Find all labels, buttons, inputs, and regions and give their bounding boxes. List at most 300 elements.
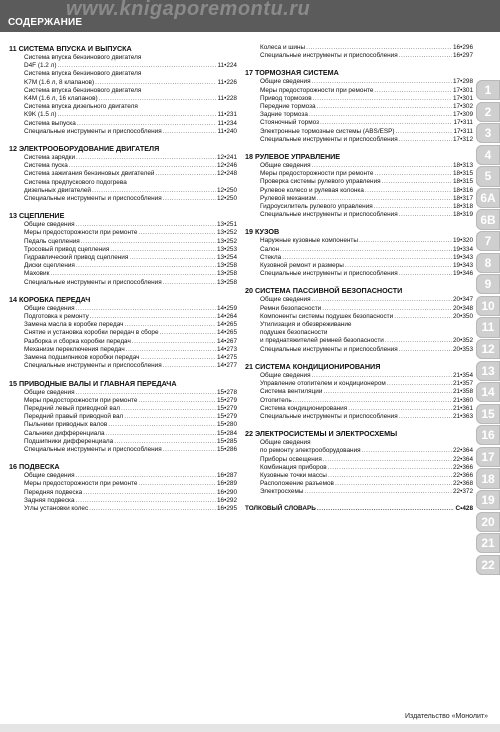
chapter-tab[interactable]: 12 bbox=[476, 339, 500, 359]
chapter-tab[interactable]: 10 bbox=[476, 296, 500, 316]
toc-entry[interactable] bbox=[245, 103, 473, 111]
chapter-tab[interactable]: 18 bbox=[476, 468, 500, 488]
toc-entry[interactable] bbox=[245, 413, 473, 421]
chapter-tab[interactable]: 11 bbox=[476, 317, 500, 337]
leader-dots bbox=[359, 237, 452, 245]
leader-dots bbox=[126, 346, 216, 354]
toc-section-title: 20 СИСТЕМА ПАССИВНОЙ БЕЗОПАСНОСТИ bbox=[245, 286, 403, 296]
leader-dots bbox=[323, 388, 452, 396]
chapter-tab[interactable]: 14 bbox=[476, 382, 500, 402]
leader-dots bbox=[320, 119, 452, 127]
toc-entry-page: 15•278 bbox=[216, 388, 237, 396]
toc-section-title: 14 КОРОБКА ПЕРЕДАЧ bbox=[9, 294, 91, 304]
footer-bar bbox=[0, 724, 500, 732]
toc-entry[interactable] bbox=[9, 397, 237, 405]
toc-entry-page: 20•347 bbox=[452, 296, 473, 304]
chapter-tab[interactable]: 7 bbox=[476, 231, 500, 251]
toc-section-title: 15 ПРИВОДНЫЕ ВАЛЫ И ГЛАВНАЯ ПЕРЕДАЧА bbox=[9, 378, 177, 388]
chapter-tab[interactable]: 9 bbox=[476, 274, 500, 294]
chapter-tab[interactable]: 1 bbox=[476, 80, 500, 100]
toc-entry-page: 20•350 bbox=[452, 312, 473, 320]
toc-entry-text: Общие сведения bbox=[260, 439, 311, 447]
leader-dots bbox=[399, 136, 452, 144]
leader-dots bbox=[138, 480, 216, 488]
toc-entry[interactable] bbox=[9, 103, 237, 111]
toc-section-title: 17 ТОРМОЗНАЯ СИСТЕМА bbox=[245, 68, 339, 78]
toc-section-title: 22 ЭЛЕКТРОСИСТЕМЫ И ЭЛЕКТРОСХЕМЫ bbox=[245, 429, 398, 439]
chapter-tab[interactable]: 5 bbox=[476, 166, 500, 186]
chapter-tab[interactable]: 2 bbox=[476, 102, 500, 122]
toc-entry-page: 17•301 bbox=[452, 94, 473, 102]
toc-entry-page: 17•301 bbox=[452, 86, 473, 94]
toc-entry[interactable] bbox=[9, 430, 237, 438]
toc-entry[interactable] bbox=[245, 246, 473, 254]
toc-entry-text: Система вентиляции bbox=[260, 388, 323, 396]
toc-entry[interactable] bbox=[245, 178, 473, 186]
toc-entry[interactable] bbox=[245, 78, 473, 86]
leader-dots bbox=[312, 162, 452, 170]
toc-left-column bbox=[9, 44, 237, 521]
toc-entry-page: 13•251 bbox=[216, 221, 237, 229]
toc-entry[interactable] bbox=[9, 111, 237, 119]
toc-entry-page: 20•352 bbox=[452, 337, 473, 345]
toc-entry-page: 15•279 bbox=[216, 404, 237, 412]
toc-entry-page: 12•248 bbox=[216, 170, 237, 178]
toc-entry[interactable] bbox=[9, 489, 237, 497]
section-page: С•428 bbox=[455, 504, 473, 512]
toc-entry[interactable] bbox=[9, 79, 237, 87]
toc-entry-text: Меры предосторожности при ремонте bbox=[260, 170, 374, 178]
toc-entry[interactable] bbox=[9, 279, 237, 287]
toc-entry[interactable] bbox=[245, 397, 473, 405]
toc-entry[interactable] bbox=[245, 388, 473, 396]
toc-entry-text: Общие сведения bbox=[24, 221, 75, 229]
toc-entry-text: Гидравлический привод сцепления bbox=[24, 254, 129, 262]
toc-entry-text: Система пуска bbox=[24, 162, 68, 170]
toc-section-title: 18 РУЛЕВОЕ УПРАВЛЕНИЕ bbox=[245, 152, 341, 162]
toc-entry[interactable] bbox=[9, 389, 237, 397]
toc-entry-text: Маховик bbox=[24, 270, 50, 278]
toc-entry[interactable] bbox=[9, 480, 237, 488]
toc-section-title bbox=[245, 505, 473, 513]
toc-entry[interactable] bbox=[9, 329, 237, 337]
leader-dots bbox=[328, 464, 452, 472]
toc-entry[interactable] bbox=[245, 405, 473, 413]
leader-dots bbox=[138, 397, 216, 405]
toc-entry-page: 19•343 bbox=[452, 262, 473, 270]
toc-entry-text: Подшипники дифференциала bbox=[24, 437, 114, 445]
toc-entry-page: 15•279 bbox=[216, 413, 237, 421]
leader-dots bbox=[293, 397, 452, 405]
toc-entry[interactable] bbox=[9, 238, 237, 246]
toc-entry-page: 13•252 bbox=[216, 229, 237, 237]
toc-section bbox=[9, 462, 237, 513]
toc-section bbox=[245, 68, 473, 144]
toc-entry-text: Снятие и установка коробки передач в сборе bbox=[24, 329, 159, 337]
leader-dots bbox=[110, 246, 216, 254]
toc-entry-text: Меры предосторожности при ремонте bbox=[24, 480, 138, 488]
toc-entry[interactable] bbox=[9, 497, 237, 505]
toc-entry-page: 19•346 bbox=[452, 270, 473, 278]
toc-entry[interactable] bbox=[245, 313, 473, 321]
toc-entry[interactable] bbox=[9, 221, 237, 229]
toc-entry[interactable] bbox=[245, 480, 473, 488]
toc-entry[interactable] bbox=[9, 346, 237, 354]
leader-dots bbox=[312, 372, 452, 380]
toc-entry-text: Специальные инструменты и приспособления bbox=[24, 195, 162, 203]
toc-entry-page: 14•264 bbox=[216, 313, 237, 321]
leader-dots bbox=[304, 488, 452, 496]
toc-entry[interactable] bbox=[245, 372, 473, 380]
leader-dots bbox=[121, 405, 216, 413]
toc-entry-text: Управление отопителем и кондиционером bbox=[260, 380, 386, 388]
toc-section-title: 12 ЭЛЕКТРООБОРУДОВАНИЕ ДВИГАТЕЛЯ bbox=[9, 144, 160, 154]
chapter-tab[interactable]: 3 bbox=[476, 123, 500, 143]
leader-dots bbox=[399, 211, 452, 219]
toc-entry[interactable] bbox=[245, 87, 473, 95]
toc-entry-page: 19•334 bbox=[452, 245, 473, 253]
toc-entry[interactable] bbox=[245, 464, 473, 472]
toc-entry[interactable] bbox=[9, 305, 237, 313]
toc-entry-text: K7M (1.6 л, 8 клапанов) bbox=[24, 78, 95, 86]
toc-entry-text: Система предпускового подогрева bbox=[24, 178, 127, 186]
chapter-tab[interactable]: 13 bbox=[476, 361, 500, 381]
toc-entry[interactable] bbox=[9, 262, 237, 270]
toc-entry[interactable] bbox=[9, 438, 237, 446]
leader-dots bbox=[163, 446, 216, 454]
leader-dots bbox=[124, 413, 216, 421]
toc-entry-text: Замена подшипников коробки передач bbox=[24, 354, 140, 362]
toc-entry[interactable] bbox=[9, 505, 237, 513]
leader-dots bbox=[317, 505, 455, 513]
leader-dots bbox=[317, 103, 452, 111]
toc-entry-page: 18•318 bbox=[452, 203, 473, 211]
toc-entry-page: 13•254 bbox=[216, 254, 237, 262]
toc-entry[interactable] bbox=[245, 254, 473, 262]
toc-entry[interactable] bbox=[9, 421, 237, 429]
toc-section-title: 19 КУЗОВ bbox=[245, 227, 280, 237]
toc-section bbox=[245, 152, 473, 219]
toc-entry[interactable] bbox=[9, 128, 237, 136]
toc-entry-page: 19•343 bbox=[452, 253, 473, 261]
leader-dots bbox=[322, 305, 452, 313]
toc-entry[interactable] bbox=[9, 70, 237, 78]
toc-entry-page: 13•252 bbox=[216, 237, 237, 245]
toc-entry[interactable] bbox=[245, 170, 473, 178]
toc-entry-page: 17•309 bbox=[452, 111, 473, 119]
toc-section bbox=[245, 429, 473, 496]
toc-entry-page: 14•259 bbox=[216, 304, 237, 312]
toc-entry[interactable] bbox=[9, 154, 237, 162]
toc-entry[interactable] bbox=[245, 472, 473, 480]
leader-dots bbox=[95, 79, 216, 87]
leader-dots bbox=[335, 480, 452, 488]
toc-section bbox=[9, 379, 237, 455]
toc-entry-text: Ремни безопасности bbox=[260, 304, 322, 312]
toc-section-title: 21 СИСТЕМА КОНДИЦИОНИРОВАНИЯ bbox=[245, 361, 381, 371]
leader-dots bbox=[312, 78, 452, 86]
toc-section bbox=[245, 505, 473, 513]
toc-entry-page: 21•354 bbox=[452, 371, 473, 379]
leader-dots bbox=[362, 447, 452, 455]
toc-entry-text: Система впуска бензинового двигателя bbox=[24, 54, 142, 61]
toc-entry-text: Приборы освещения bbox=[260, 455, 322, 463]
toc-section bbox=[245, 227, 473, 278]
leader-dots bbox=[160, 329, 216, 337]
toc-entry-page: 17•298 bbox=[452, 78, 473, 86]
chapter-tab[interactable]: 19 bbox=[476, 490, 500, 510]
toc-entry-text: Рулевое колесо и рулевая колонка bbox=[260, 186, 364, 194]
leader-dots bbox=[394, 313, 452, 321]
toc-entry[interactable] bbox=[245, 136, 473, 144]
leader-dots bbox=[282, 254, 452, 262]
leader-dots bbox=[83, 489, 216, 497]
leader-dots bbox=[108, 421, 216, 429]
chapter-tab[interactable]: 21 bbox=[476, 533, 500, 553]
toc-entry-page: 18•315 bbox=[452, 178, 473, 186]
toc-entry[interactable] bbox=[245, 52, 473, 60]
toc-right-column bbox=[245, 44, 473, 521]
leader-dots bbox=[317, 195, 452, 203]
leader-dots bbox=[132, 338, 216, 346]
toc-entry-text: Общие сведения bbox=[260, 162, 311, 170]
leader-dots bbox=[399, 413, 452, 421]
toc-entry[interactable] bbox=[245, 95, 473, 103]
leader-dots bbox=[365, 187, 452, 195]
toc-entry-text: Система впуска бензинового двигателя bbox=[24, 86, 142, 94]
toc-entry-page: 18•315 bbox=[452, 170, 473, 178]
toc-entry-page: 17•311 bbox=[453, 127, 473, 135]
toc-entry[interactable] bbox=[245, 237, 473, 245]
toc-entry-page: 16•295 bbox=[216, 504, 237, 512]
toc-entry[interactable] bbox=[9, 270, 237, 278]
toc-entry-page: 15•280 bbox=[216, 421, 237, 429]
toc-entry-page: 15•285 bbox=[216, 437, 237, 445]
toc-entry-page: 11•231 bbox=[217, 111, 237, 119]
chapter-tab[interactable]: 6B bbox=[476, 209, 500, 229]
toc-entry-text: Педаль сцепления bbox=[24, 237, 80, 245]
toc-section bbox=[9, 211, 237, 287]
leader-dots bbox=[81, 238, 216, 246]
toc-section bbox=[9, 295, 237, 371]
toc-entry[interactable] bbox=[9, 120, 237, 128]
toc-entry-page: 16•292 bbox=[216, 496, 237, 504]
toc-entry-text: Замена масла в коробке передач bbox=[24, 321, 124, 329]
toc-section-title: 16 ПОДВЕСКА bbox=[9, 462, 60, 472]
toc-entry-text: Меры предосторожности при ремонте bbox=[24, 396, 138, 404]
leader-dots bbox=[385, 337, 452, 345]
toc-entry-text: Система кондиционирования bbox=[260, 404, 348, 412]
toc-entry[interactable] bbox=[9, 54, 237, 62]
leader-dots bbox=[89, 505, 216, 513]
chapter-tab[interactable]: 16 bbox=[476, 425, 500, 445]
toc-entry-page: 21•358 bbox=[452, 388, 473, 396]
toc-entry-text: Задние тормоза bbox=[260, 111, 308, 119]
toc-entry-page: 21•357 bbox=[452, 380, 473, 388]
toc-entry-text: Стекла bbox=[260, 253, 282, 261]
leader-dots bbox=[76, 497, 216, 505]
toc-entry-page: 12•246 bbox=[216, 162, 237, 170]
leader-dots bbox=[348, 405, 452, 413]
toc-entry-text: Специальные инструменты и приспособления bbox=[260, 211, 398, 219]
toc-entry[interactable] bbox=[245, 187, 473, 195]
toc-entry-text: Специальные инструменты и приспособления bbox=[24, 445, 162, 453]
toc-entry-text: подушек безопасности bbox=[260, 329, 328, 337]
toc-entry[interactable] bbox=[9, 472, 237, 480]
toc-entry[interactable] bbox=[245, 44, 473, 52]
toc-entry[interactable] bbox=[9, 179, 237, 187]
leader-dots bbox=[58, 111, 217, 119]
section-title-text: ТОЛКОВЫЙ СЛОВАРЬ bbox=[245, 504, 316, 512]
toc-entry[interactable] bbox=[245, 305, 473, 313]
toc-section-title: 13 СЦЕПЛЕНИЕ bbox=[9, 211, 65, 221]
toc-entry[interactable] bbox=[245, 447, 473, 455]
leader-dots bbox=[163, 128, 217, 136]
toc-entry[interactable] bbox=[9, 413, 237, 421]
toc-section bbox=[9, 144, 237, 203]
toc-entry-text: дизельных двигателей bbox=[24, 186, 91, 194]
leader-dots bbox=[323, 456, 452, 464]
leader-dots bbox=[374, 170, 452, 178]
toc-entry-page: 15•286 bbox=[216, 445, 237, 453]
toc-entry-text: Система выпуска bbox=[24, 119, 76, 127]
toc-entry-text: K4M (1.6 л, 16 клапанов) bbox=[24, 95, 98, 103]
leader-dots bbox=[76, 154, 216, 162]
toc-entry[interactable] bbox=[9, 446, 237, 454]
chapter-tab[interactable]: 15 bbox=[476, 404, 500, 424]
leader-dots bbox=[77, 120, 217, 128]
toc-entry-text: Общие сведения bbox=[24, 472, 75, 480]
toc-entry[interactable] bbox=[245, 380, 473, 388]
leader-dots bbox=[306, 44, 452, 52]
toc-entry-page: 21•360 bbox=[452, 396, 473, 404]
toc-entry[interactable] bbox=[9, 229, 237, 237]
toc-entry[interactable] bbox=[9, 246, 237, 254]
toc-entry[interactable] bbox=[245, 162, 473, 170]
toc-entry-page: 14•275 bbox=[216, 354, 237, 362]
toc-entry-text: Пыльники приводных валов bbox=[24, 421, 108, 429]
toc-entry[interactable] bbox=[9, 95, 237, 103]
chapter-tabs bbox=[476, 80, 500, 576]
chapter-tab[interactable]: 17 bbox=[476, 447, 500, 467]
toc-entry[interactable] bbox=[9, 170, 237, 178]
toc-entry[interactable] bbox=[9, 87, 237, 95]
leader-dots bbox=[76, 389, 216, 397]
chapter-tab[interactable]: 20 bbox=[476, 512, 500, 532]
toc-entry-text: Механизм переключения передач bbox=[24, 345, 125, 353]
toc-entry-text: Система зажигания бензиновых двигателей bbox=[24, 170, 155, 178]
leader-dots bbox=[399, 346, 452, 354]
toc-entry-page: 17•302 bbox=[452, 103, 473, 111]
toc-entry-text: Меры предосторожности при ремонте bbox=[260, 86, 374, 94]
leader-dots bbox=[396, 128, 453, 136]
toc-entry-page: 15•284 bbox=[216, 429, 237, 437]
toc-entry-page: 14•273 bbox=[216, 345, 237, 353]
toc-entry[interactable] bbox=[245, 346, 473, 354]
toc-entry-text: Меры предосторожности при ремонте bbox=[24, 229, 138, 237]
leader-dots bbox=[309, 111, 452, 119]
chapter-tab[interactable]: 8 bbox=[476, 253, 500, 273]
toc-entry[interactable] bbox=[245, 337, 473, 345]
toc-entry[interactable] bbox=[245, 119, 473, 127]
toc-entry-text: Отопитель bbox=[260, 396, 292, 404]
toc-entry-text: Комбинация приборов bbox=[260, 463, 327, 471]
toc-entry-text: Передняя подвеска bbox=[24, 488, 83, 496]
chapter-tab[interactable]: 6A bbox=[476, 188, 500, 208]
leader-dots bbox=[399, 270, 452, 278]
toc-entry-text: Проверка системы рулевого управления bbox=[260, 178, 381, 186]
toc-entry[interactable] bbox=[245, 488, 473, 496]
toc-section bbox=[245, 286, 473, 353]
toc-entry-text: Специальные инструменты и приспособления bbox=[24, 278, 162, 286]
toc-entry-page: 20•348 bbox=[452, 304, 473, 312]
leader-dots bbox=[382, 178, 452, 186]
toc-entry-page: 16•287 bbox=[216, 472, 237, 480]
toc-entry-page: 14•267 bbox=[216, 337, 237, 345]
toc-entry-page: 14•265 bbox=[216, 321, 237, 329]
toc-entry-page: 22•364 bbox=[452, 455, 473, 463]
toc-entry[interactable] bbox=[245, 128, 473, 136]
chapter-tab[interactable]: 22 bbox=[476, 555, 500, 575]
toc-entry-page: 19•320 bbox=[452, 237, 473, 245]
leader-dots bbox=[76, 305, 216, 313]
toc-entry-page: 22•364 bbox=[452, 447, 473, 455]
toc-entry-text: Передний левый приводной вал bbox=[24, 404, 120, 412]
leader-dots bbox=[328, 472, 452, 480]
toc-entry[interactable] bbox=[245, 296, 473, 304]
toc-entry-text: Специальные инструменты и приспособления bbox=[24, 362, 162, 370]
toc-entry[interactable] bbox=[245, 456, 473, 464]
toc-entry-text: Сальники дифференциала bbox=[24, 429, 105, 437]
toc-entry-text: Утилизация и обезвреживание bbox=[260, 321, 352, 329]
toc-entry-page: 18•317 bbox=[452, 194, 473, 202]
toc-entry[interactable] bbox=[9, 195, 237, 203]
toc-entry[interactable] bbox=[245, 270, 473, 278]
toc-entry-page: 13•253 bbox=[216, 245, 237, 253]
toc-entry[interactable] bbox=[245, 211, 473, 219]
toc-entry-page: 22•368 bbox=[452, 480, 473, 488]
toc-entry-page: 22•372 bbox=[452, 488, 473, 496]
toc-entry-text: Стояночный тормоз bbox=[260, 119, 319, 127]
toc-entry-page: 20•353 bbox=[452, 345, 473, 353]
toc-entry[interactable] bbox=[9, 362, 237, 370]
toc-entry[interactable] bbox=[9, 254, 237, 262]
toc-entry[interactable] bbox=[9, 338, 237, 346]
toc-entry-page: 14•265 bbox=[216, 329, 237, 337]
leader-dots bbox=[92, 187, 216, 195]
toc-entry-page: 13•258 bbox=[216, 262, 237, 270]
toc-entry-page: 11•226 bbox=[217, 78, 237, 86]
toc-entry-text: Углы установки колес bbox=[24, 504, 89, 512]
toc-entry-text: Общие сведения bbox=[260, 78, 311, 86]
toc-entry[interactable] bbox=[245, 195, 473, 203]
toc-entry-text: Тросовый привод сцепления bbox=[24, 245, 110, 253]
toc-entry-page: 22•366 bbox=[452, 463, 473, 471]
page-title: СОДЕРЖАНИЕ bbox=[8, 17, 83, 28]
leader-dots bbox=[280, 246, 452, 254]
toc-entry-page: 12•250 bbox=[216, 195, 237, 203]
toc-entry-page: 17•312 bbox=[452, 135, 473, 143]
toc-entry[interactable] bbox=[9, 405, 237, 413]
leader-dots bbox=[138, 229, 216, 237]
chapter-tab[interactable]: 4 bbox=[476, 145, 500, 165]
watermark: www.knigaporemontu.ru bbox=[66, 0, 311, 20]
toc-entry-text: Задняя подвеска bbox=[24, 496, 75, 504]
toc-entry[interactable] bbox=[9, 187, 237, 195]
toc-entry-text: и преднатяжителей ремней безопасности bbox=[260, 337, 384, 345]
toc-entry-page: 16•296 bbox=[452, 44, 473, 51]
toc-section bbox=[245, 362, 473, 421]
